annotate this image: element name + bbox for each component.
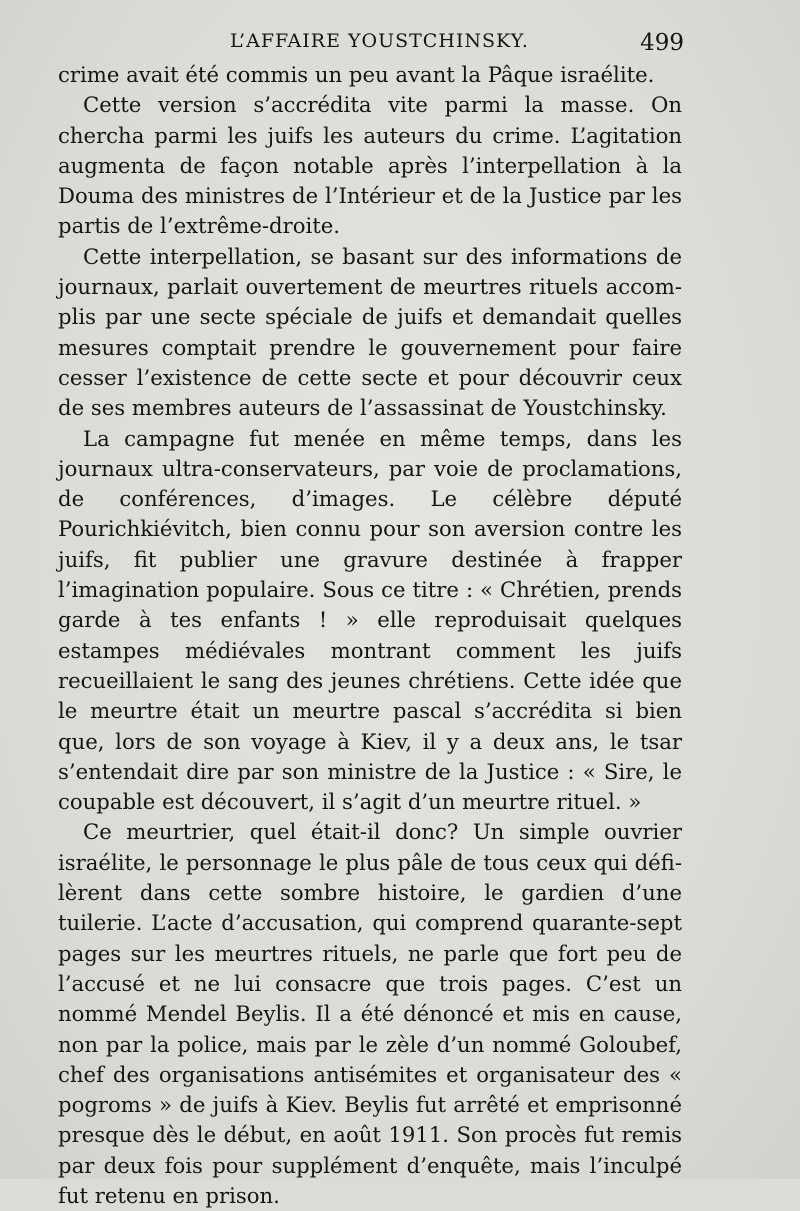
- paragraph: Ce meurtrier, quel était-il donc? Un simple ouvrier israélite, le personnage le plus pâle de tous ceux qui défilèrent dans cette sombre histoire, le gardien d’une tuilerie. L’acte d’accusation, qui comprend quarante-sept pages sur les meurtres rituels, ne parle que fort peu de l’accusé et ne lui consacre que trois pages. C’est un nommé Mendel Beylis. Il a été dénoncé et mis en cause, non par la police, mais par le zèle d’un nommé Goloubef, chef des organisations antisémites et organisateur des « pogroms » de juifs à Kiev. Beylis fut arrêté et emprisonné presque dès le début, en août 1911. Son procès fut remis par deux fois pour supplément d’enquête, mais l’inculpé fut retenu en prison.: [58, 819, 682, 1208]
- page-number: 499: [640, 30, 684, 56]
- running-title: L’AFFAIRE YOUSTCHINSKY.: [230, 30, 529, 52]
- running-head: [60, 28, 684, 64]
- paragraph-continuation: crime avait été commis un peu avant la Pâque israélite.: [58, 62, 655, 87]
- paragraph: Cette version s’accrédita vite parmi la masse. On chercha parmi les juifs les auteurs du crime. L’agitation augmenta de façon notable après l’interpellation à la Douma des ministres de l’Intérieur et de la Justice par les partis de l’extrême-droite.: [58, 92, 682, 239]
- body-text: [58, 60, 682, 1211]
- paragraph: Cette interpellation, se basant sur des informations de journaux, parlait ouvertement de meurtres rituels accomplis par une secte spéciale de juifs et demandait quelles mesures comptait prendre le gouvernement pour faire cesser l’existence de cette secte et pour découvrir ceux de ses membres auteurs de l’assassinat de Youstchinsky.: [58, 243, 682, 421]
- paragraph: La campagne fut menée en même temps, dans les journaux ultra-conservateurs, par voie de proclamations, de conférences, d’images. Le célèbre député Pourichkiévitch, bien connu pour son aversion contre les juifs, fit publier une gravure destinée à frapper l’imagination populaire. Sous ce titre : « Chrétien, prends garde à tes enfants ! » elle reproduisait quelques estampes médiévales montrant comment les juifs recueillaient le sang des jeunes chrétiens. Cette idée que le meurtre était un meurtre pascal s’accrédita si bien que, lors de son voyage à Kiev, il y a deux ans, le tsar s’entendait dire par son ministre de la Justice : « Sire, le coupable est découvert, il s’agit d’un meurtre rituel. »: [58, 425, 682, 815]
